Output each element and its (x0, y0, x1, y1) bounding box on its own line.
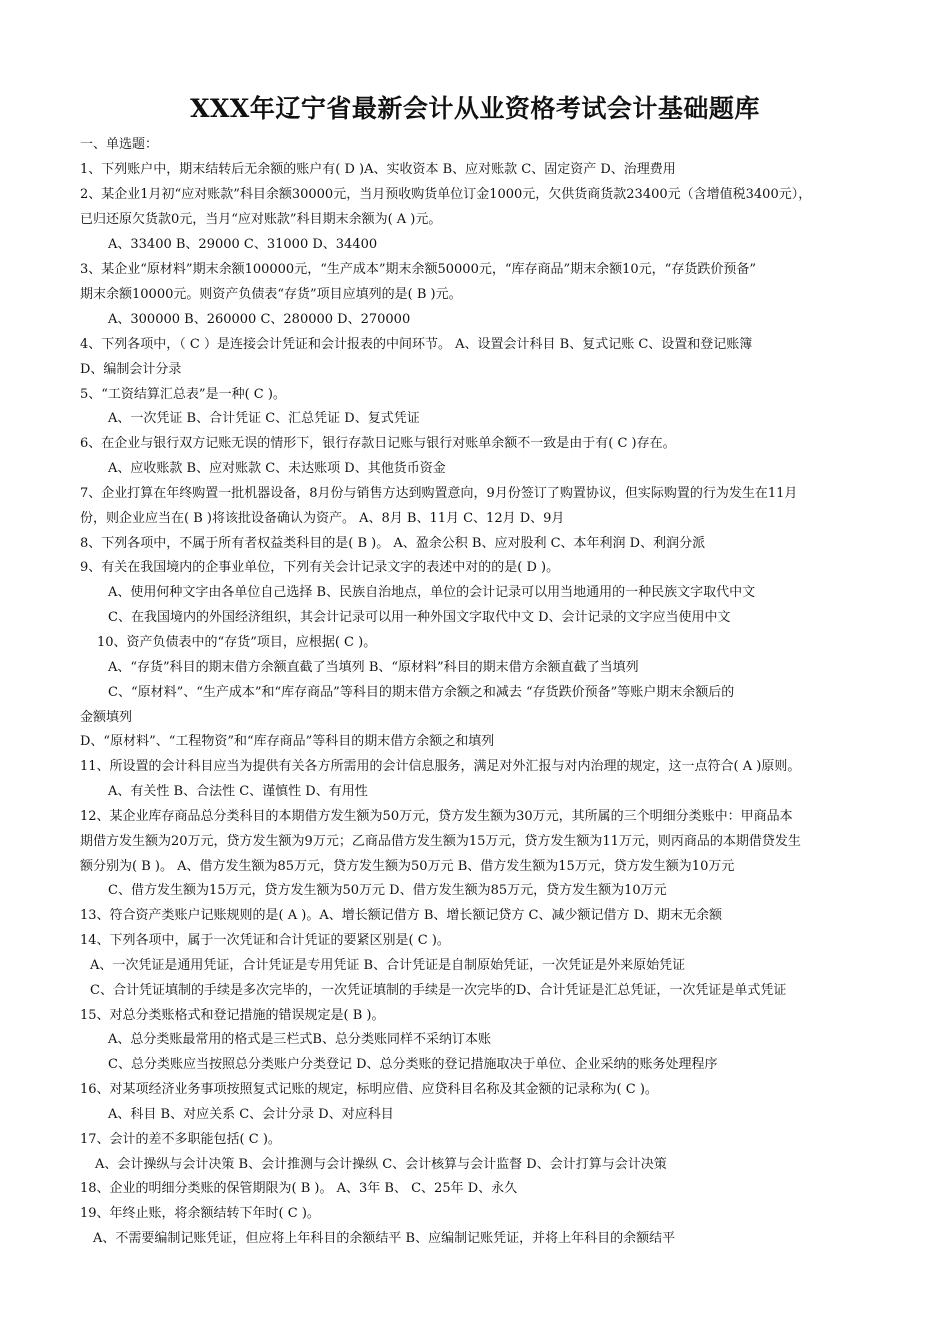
text-line: 8、下列各项中，不属于所有者权益类科目的是( B )。 A、盈余公积 B、应对股利 C、本年利润 D、利润分派 (80, 536, 706, 551)
text-line: A、一次凭证 B、合计凭证 C、汇总凭证 D、复式凭证 (108, 411, 420, 426)
text-line: 16、对某项经济业务事项按照复式记账的规定，标明应借、应贷科目名称及其金额的记录称为( C )。 (80, 1082, 658, 1097)
text-line: A、使用何种文字由各单位自己选择 B、民族自治地点，单位的会计记录可以用当地通用的一种民族文字取代中文 (108, 585, 756, 600)
text-line: 15、对总分类账格式和登记措施的错误规定是( B )。 (80, 1008, 385, 1023)
text-line: A、“存货”科目的期末借方余额直截了当填列 B、“原材料”科目的期末借方余额直截了当填列 (108, 660, 639, 675)
text-line: C、在我国境内的外国经济组织，其会计记录可以用一种外国文字取代中文 D、会计记录的文字应当使用中文 (108, 610, 731, 625)
text-line: A、300000 B、260000 C、280000 D、270000 (108, 312, 411, 327)
text-line: 3、某企业“原材料”期末余额100000元，“生产成本”期末余额50000元，“库存商品”期末余额10元，“存货跌价预备” (80, 262, 756, 277)
text-line: A、应收账款 B、应对账款 C、未达账项 D、其他货币资金 (108, 461, 446, 476)
text-line: 已归还原欠货款0元，当月“应对账款”科目期末余额为( A )元。 (80, 212, 442, 227)
text-line: C、总分类账应当按照总分类账户分类登记 D、总分类账的登记措施取决于单位、企业采纳的账务处理程序 (108, 1057, 718, 1072)
text-line: 期末余额10000元。则资产负债表“存货”项目应填列的是( B )元。 (80, 287, 462, 302)
document-title: XXX年辽宁省最新会计从业资格考试会计基础题库 (190, 94, 760, 123)
text-line: 14、下列各项中，属于一次凭证和合计凭证的要紧区别是( C )。 (80, 933, 450, 948)
text-line: 9、有关在我国境内的企事业单位，下列有关会计记录文字的表述中对的的是( D )。 (80, 560, 560, 575)
text-line: A、会计操纵与会计决策 B、会计推测与会计操纵 C、会计核算与会计监督 D、会计打算与会计决策 (95, 1157, 667, 1172)
text-line: 6、在企业与银行双方记账无误的情形下，银行存款日记账与银行对账单余额不一致是由于有( C )存在。 (80, 436, 676, 451)
text-line: C、“原材料”、“生产成本”和“库存商品”等科目的期末借方余额之和减去 “存货跌价预备”等账户期末余额后的 (108, 685, 735, 700)
text-line: 10、资产负债表中的“存货”项目，应根据( C )。 (97, 635, 377, 650)
text-line: 11、所设置的会计科目应当为提供有关各方所需用的会计信息服务，满足对外汇报与对内治理的规定，这一点符合( A )原则。 (80, 759, 801, 774)
text-line: A、一次凭证是通用凭证，合计凭证是专用凭证 B、合计凭证是自制原始凭证，一次凭证是外来原始凭证 (90, 958, 686, 973)
text-line: 2、某企业1月初“应对账款”科目余额30000元，当月预收购货单位订金1000元，欠供货商货款23400元（含增值税3400元）， (80, 187, 812, 202)
text-line: 5、“工资结算汇总表”是一种( C )。 (80, 387, 286, 402)
text-line: 4、下列各项中，（ C ）是连接会计凭证和会计报表的中间环节。 A、设置会计科目 B、复式记账 C、设置和登记账簿 (80, 337, 753, 352)
text-line: 金额填列 (80, 710, 133, 725)
text-line: 1、下列账户中，期末结转后无余额的账户有( D )A、实收资本 B、应对账款 C、固定资产 D、治理费用 (80, 162, 676, 177)
text-line: C、合计凭证填制的手续是多次完毕的，一次凭证填制的手续是一次完毕的D、合计凭证是汇总凭证，一次凭证是单式凭证 (90, 983, 787, 998)
text-line: 份，则企业应当在( B )将该批设备确认为资产。 A、8月 B、11月 C、12月 D、9月 (80, 511, 565, 526)
text-line: 期借方发生额为20万元，贷方发生额为9万元；乙商品借方发生额为15万元，贷方发生额为11万元，则丙商品的本期借贷发生 (80, 834, 801, 849)
text-line: 12、某企业库存商品总分类科目的本期借方发生额为50万元，贷方发生额为30万元，其所属的三个明细分类账中：甲商品本 (80, 809, 793, 824)
text-line: 一、单选题： (80, 137, 159, 152)
text-line: 19、年终止账，将余额结转下年时( C )。 (80, 1206, 320, 1221)
text-line: D、编制会计分录 (80, 362, 182, 377)
text-line: 17、会计的差不多职能包括( C )。 (80, 1132, 281, 1147)
text-line: A、有关性 B、合法性 C、谨慎性 D、有用性 (108, 784, 368, 799)
text-line: 额分别为( B )。 A、借方发生额为85万元，贷方发生额为50万元 B、借方发生额为15万元，贷方发生额为10万元 (80, 859, 735, 874)
text-line: A、科目 B、对应关系 C、会计分录 D、对应科目 (108, 1107, 394, 1122)
text-line: C、借方发生额为15万元，贷方发生额为50万元 D、借方发生额为85万元，贷方发生额为10万元 (108, 883, 667, 898)
text-line: A、总分类账最常用的格式是三栏式B、总分类账同样不采纳订本账 (108, 1032, 491, 1047)
text-line: 7、企业打算在年终购置一批机器设备，8月份与销售方达到购置意向，9月份签订了购置协议，但实际购置的行为发生在11月 (80, 486, 798, 501)
text-line: A、33400 B、29000 C、31000 D、34400 (108, 237, 378, 252)
text-line: 13、符合资产类账户记账规则的是( A )。A、增长额记借方 B、增长额记贷方 C、减少额记借方 D、期末无余额 (80, 908, 723, 923)
text-line: 18、企业的明细分类账的保管期限为( B )。 A、3年 B、 C、25年 D、永久 (80, 1181, 518, 1196)
text-line: D、“原材料”、“工程物资”和“库存商品”等科目的期末借方余额之和填列 (80, 734, 495, 749)
text-line: A、不需要编制记账凭证，但应将上年科目的余额结平 B、应编制记账凭证，并将上年科目的余额结平 (93, 1231, 676, 1246)
